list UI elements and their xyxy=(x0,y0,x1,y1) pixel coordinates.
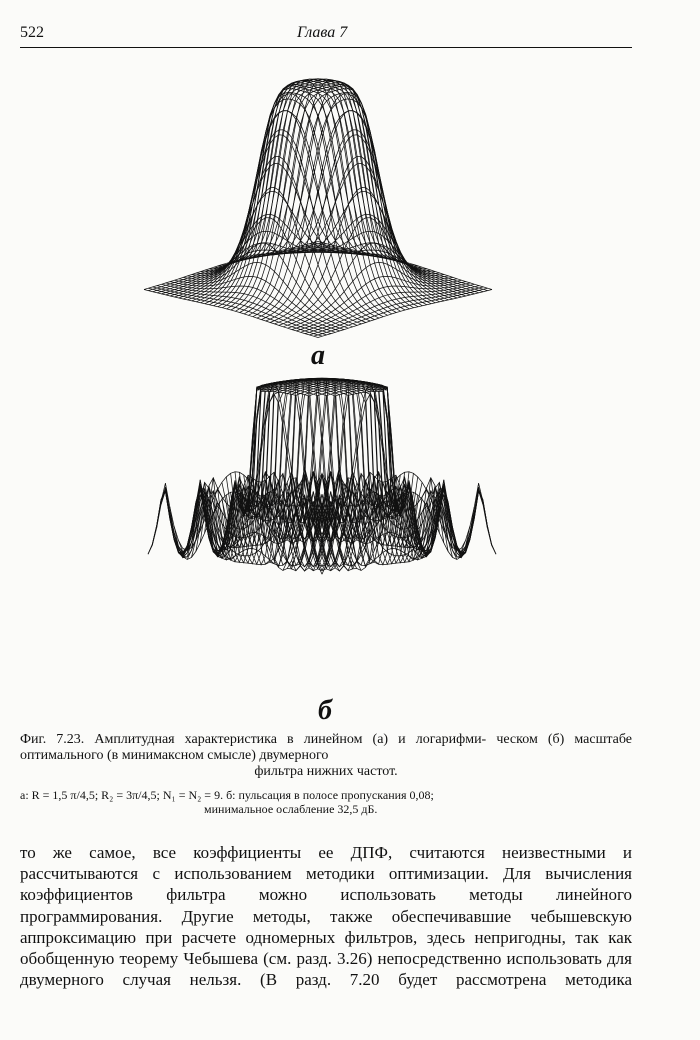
mesh-line xyxy=(314,243,488,291)
figure-parameters-note xyxy=(20,788,632,816)
mesh-line xyxy=(292,276,466,329)
page-header xyxy=(20,24,632,46)
mesh-line xyxy=(201,111,375,320)
header-rule xyxy=(20,47,632,48)
mesh-line xyxy=(253,93,427,317)
mesh-line xyxy=(288,262,462,328)
figure-b-log-surface-plot xyxy=(0,365,700,705)
mesh-a xyxy=(144,79,492,338)
mesh-line xyxy=(209,93,383,317)
mesh-line xyxy=(261,111,435,320)
mesh-line xyxy=(261,94,435,303)
mesh-line xyxy=(270,156,444,322)
chapter-title: Глава 7 xyxy=(297,24,348,41)
caption-line: фильтра нижних частот. xyxy=(254,764,398,779)
caption-line: ческом (б) масштабе оптимального (в минимаксном смысле) двумерного xyxy=(20,732,633,763)
mesh-b xyxy=(148,378,496,574)
figure-a-label: а xyxy=(311,340,325,371)
mesh-line xyxy=(188,188,362,324)
note-line: а: R = 1,5 π/4,5; R₂ = 3π/4,5; N₁ = N₂ = 9. б: пульсация в полосе пропускания 0,08; xyxy=(20,788,434,802)
mesh-line xyxy=(170,276,344,329)
figure-a-linear-surface-plot xyxy=(0,60,700,350)
body-paragraph: то же самое, все коэффициенты ее ДПФ, считаются неизвестными и рассчитываются с использованием методики оптимизации. Для вычисления коэффициентов фильтра можно использовать методы линейного программирования. Другие методы, также обеспечивавшие чебышевскую аппроксимацию при расчете одномерных фильтров, здесь непригодны, так как обобщенную теорему Чебышева (см. разд. 3.26) непосредственно использовать для двумерного случая нельзя. (В разд. 7.20 будет рассмотрена методика xyxy=(20,843,632,990)
mesh-line xyxy=(218,86,392,314)
mesh-line xyxy=(318,290,492,338)
figure-b-label: б xyxy=(318,695,332,726)
mesh-line xyxy=(175,262,349,328)
page-number: 522 xyxy=(20,24,44,41)
mesh-line xyxy=(148,288,322,336)
mesh-line xyxy=(309,287,483,335)
mesh-line xyxy=(201,94,375,303)
mesh-line xyxy=(153,244,327,292)
mesh-line xyxy=(153,287,327,335)
mesh-line xyxy=(144,290,318,338)
mesh-line xyxy=(235,379,409,563)
mesh-line xyxy=(275,188,449,324)
figure-caption xyxy=(20,732,632,780)
mesh-line xyxy=(235,379,409,563)
mesh-line xyxy=(192,156,366,322)
mesh-line xyxy=(148,243,322,291)
caption-line: Фиг. 7.23. Амплитудная характеристика в линейном (а) и логарифми- xyxy=(20,732,487,747)
mesh-line xyxy=(244,86,418,314)
note-line: минимальное ослабление 32,5 дБ. xyxy=(204,802,378,816)
mesh-line xyxy=(309,244,483,292)
